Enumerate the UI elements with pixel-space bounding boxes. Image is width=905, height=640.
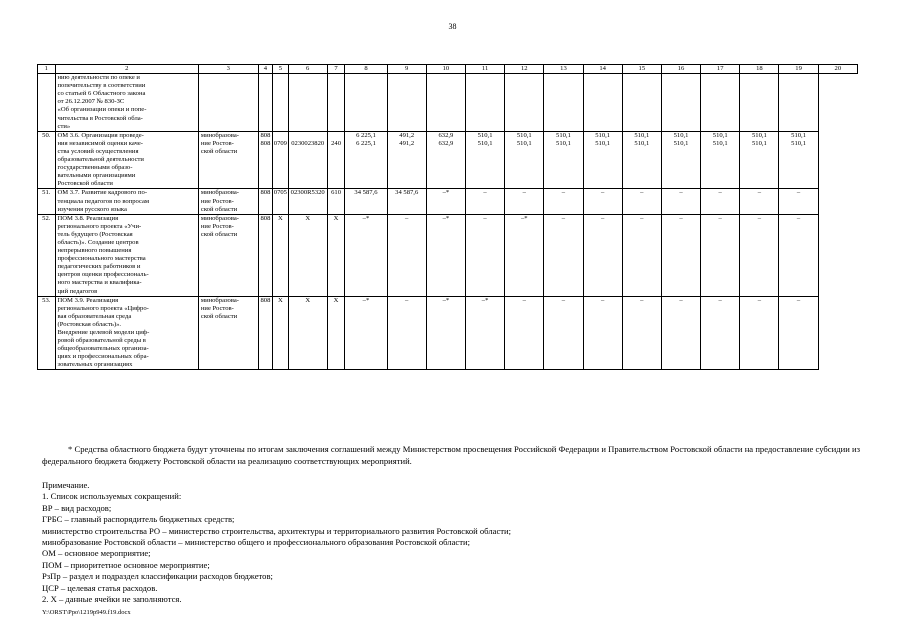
column-number: 9	[387, 65, 426, 74]
value-cell	[345, 189, 387, 214]
cell-value: –*	[481, 296, 489, 304]
value-cell	[779, 214, 818, 296]
column-number: 10	[426, 65, 465, 74]
file-path: Y:\ORST\Ppo\1219p949.f19.docx	[42, 609, 131, 616]
cell-value: 0709	[273, 139, 287, 147]
measure-name-text: ОМ 3.6. Организация проведе- ния независимой оценки каче- ства условий осуществления образовательной деятельности государственными образо- вательными организациями Ростовской области	[57, 131, 144, 188]
value-cell	[273, 214, 288, 296]
value-cell	[288, 74, 327, 132]
cell-value: 510,1	[556, 139, 571, 147]
cell-value: –	[640, 214, 644, 222]
column-number: 16	[661, 65, 700, 74]
value-cell	[740, 214, 779, 296]
cell-value: –	[718, 214, 722, 222]
cell-value: –	[796, 214, 801, 222]
cell-value: 510,1	[556, 131, 571, 139]
value-cell	[288, 296, 327, 370]
notes-section	[42, 480, 842, 605]
cell-value: 510,1	[751, 131, 767, 139]
value-cell	[465, 74, 504, 132]
row-number	[38, 131, 56, 189]
executor-text: минобразова- ние Ростов- ской области	[200, 131, 240, 155]
value-cell	[327, 214, 345, 296]
value-cell	[387, 214, 426, 296]
cell-value: 632,9	[438, 139, 454, 147]
measure-name	[55, 74, 198, 132]
cell-value: –	[757, 189, 762, 197]
cell-value: –	[522, 189, 526, 197]
executor-text: минобразова- ние Ростов- ской области	[200, 214, 240, 238]
row-number	[38, 214, 56, 296]
cell-value: –*	[362, 296, 370, 304]
value-cell	[583, 189, 622, 214]
table-row	[38, 214, 858, 296]
cell-value: 610	[331, 189, 341, 197]
measure-name	[55, 214, 198, 296]
column-number: 7	[327, 65, 345, 74]
value-cell	[273, 296, 288, 370]
measure-name-text: нию деятельности по опеке и попечительству в соответствии со статьей 6 Областного закона от 26.12.2007 № 830-ЗС «Об организации опеки и попе- чительства в Ростовской обла- сти»	[57, 74, 147, 130]
value-cell	[701, 189, 740, 214]
cell-value: –	[640, 189, 644, 197]
cell-value: 808	[260, 296, 271, 304]
value-cell	[465, 214, 504, 296]
executor	[198, 296, 258, 370]
measure-name-text: ПОМ 3.9. Реализация регионального проекта «Цифро- вая образовательная среда (Ростовская область)». Внедрение целевой модели циф- ровой образовательной среды в общеобразовательных организа- циях и профессиональных обра- зовательных организациях	[57, 296, 150, 369]
value-cell	[740, 189, 779, 214]
value-cell	[426, 189, 465, 214]
value-cell	[327, 189, 345, 214]
value-cell	[387, 296, 426, 370]
cell-value: 510,1	[595, 131, 611, 139]
executor-text: минобразова- ние Ростов- ской области	[200, 189, 240, 213]
value-cell	[779, 189, 818, 214]
note-item: ВР – вид расходов;	[42, 502, 112, 513]
cell-value: –	[796, 296, 801, 304]
cell-value: 808	[260, 189, 271, 197]
executor	[198, 74, 258, 132]
value-cell	[740, 296, 779, 370]
row-number-text: 51.	[42, 189, 51, 197]
value-cell	[505, 189, 544, 214]
value-cell	[345, 214, 387, 296]
value-cell	[345, 131, 387, 189]
cell-value: –*	[520, 214, 528, 222]
cell-value: 510,1	[712, 131, 728, 139]
note-item: министерство строительства РО – министерство строительства, архитектуры и территориального развития Ростовской области;	[42, 525, 511, 536]
cell-value: 632,9	[438, 131, 454, 139]
value-cell	[258, 74, 272, 132]
column-number: 17	[701, 65, 740, 74]
note-item: ГРБС – главный распорядитель бюджетных средств;	[42, 514, 235, 525]
measure-name	[55, 131, 198, 189]
value-cell	[779, 74, 818, 132]
value-cell	[701, 131, 740, 189]
cell-value: –*	[442, 214, 450, 222]
cell-value: 510,1	[673, 139, 689, 147]
column-number: 5	[273, 65, 288, 74]
value-cell	[273, 189, 288, 214]
row-number	[38, 296, 56, 370]
value-cell	[701, 74, 740, 132]
column-number: 13	[544, 65, 583, 74]
cell-value	[273, 132, 287, 140]
value-cell	[387, 131, 426, 189]
cell-value: –	[600, 189, 605, 197]
cell-value: –	[522, 296, 526, 304]
cell-value: 0705	[273, 189, 287, 197]
program-table	[37, 64, 858, 370]
column-number-row	[38, 65, 858, 74]
cell-value: 510,1	[595, 139, 611, 147]
cell-value: 510,1	[751, 139, 767, 147]
value-cell	[258, 296, 272, 370]
executor	[198, 214, 258, 296]
value-cell	[288, 214, 327, 296]
value-cell	[622, 131, 661, 189]
executor	[198, 189, 258, 214]
cell-value: –*	[362, 214, 370, 222]
cell-value: –	[718, 189, 722, 197]
value-cell	[583, 74, 622, 132]
value-cell	[258, 131, 272, 189]
value-cell	[740, 131, 779, 189]
table-body	[38, 65, 858, 370]
note-item: ЦСР – целевая статья расходов.	[42, 582, 158, 593]
value-cell	[258, 214, 272, 296]
page-number: 38	[448, 22, 457, 31]
cell-value: –	[640, 296, 644, 304]
row-number-text: 50.	[42, 131, 51, 139]
value-cell	[465, 131, 504, 189]
cell-value: 02300R5320	[290, 189, 325, 197]
cell-value: 808	[260, 131, 271, 139]
note-item: 2. Х – данные ячейки не заполняются.	[42, 594, 182, 605]
cell-value	[289, 132, 327, 140]
cell-value: Х	[333, 214, 339, 222]
cell-value: –	[757, 214, 762, 222]
cell-value: –	[600, 214, 605, 222]
cell-value: Х	[277, 214, 283, 222]
row-number	[38, 74, 56, 132]
cell-value: 510,1	[477, 131, 493, 139]
value-cell	[583, 131, 622, 189]
cell-value: –	[405, 296, 409, 304]
cell-value: 240	[331, 139, 341, 147]
column-number: 18	[740, 65, 779, 74]
cell-value: Х	[305, 296, 311, 304]
executor-text: минобразова- ние Ростов- ской области	[200, 296, 240, 320]
cell-value: 808	[260, 139, 271, 147]
table-row	[38, 131, 858, 189]
value-cell	[701, 296, 740, 370]
value-cell	[426, 296, 465, 370]
value-cell	[701, 214, 740, 296]
value-cell	[622, 74, 661, 132]
note-item: минобразование Ростовской области – министерство общего и профессионального образования Ростовской области;	[42, 537, 470, 548]
measure-name	[55, 296, 198, 370]
row-number-text: 52.	[42, 214, 51, 222]
cell-value: 6 225,1	[356, 139, 376, 147]
value-cell	[273, 74, 288, 132]
cell-value: –	[561, 189, 566, 197]
column-number: 19	[779, 65, 818, 74]
column-number: 11	[465, 65, 504, 74]
cell-value: –	[405, 214, 409, 222]
value-cell	[288, 131, 327, 189]
cell-value: 510,1	[791, 139, 806, 147]
cell-value: –	[718, 296, 722, 304]
table-row	[38, 74, 858, 132]
measure-name-text: ОМ 3.7. Развитие кадрового по- тенциала педагогов по вопросам изучения русского языка	[57, 189, 150, 213]
cell-value: 808	[260, 214, 271, 222]
value-cell	[583, 214, 622, 296]
cell-value: –	[600, 296, 605, 304]
cell-value: –*	[442, 189, 450, 197]
value-cell	[583, 296, 622, 370]
value-cell	[661, 296, 700, 370]
value-cell	[779, 296, 818, 370]
value-cell	[505, 131, 544, 189]
value-cell	[273, 131, 288, 189]
column-number: 15	[622, 65, 661, 74]
value-cell	[387, 189, 426, 214]
value-cell	[505, 74, 544, 132]
value-cell	[544, 131, 583, 189]
cell-value	[328, 132, 345, 140]
cell-value: –	[679, 296, 683, 304]
cell-value: Х	[333, 296, 339, 304]
value-cell	[740, 74, 779, 132]
cell-value: –*	[442, 296, 450, 304]
cell-value: 510,1	[634, 131, 650, 139]
notes-list	[42, 491, 842, 605]
column-number: 20	[818, 65, 857, 74]
column-number: 3	[198, 65, 258, 74]
value-cell	[465, 189, 504, 214]
note-item: РзПр – раздел и подраздел классификации расходов бюджетов;	[42, 571, 273, 582]
table-row	[38, 296, 858, 370]
notes-title: Примечание.	[42, 480, 90, 490]
value-cell	[622, 214, 661, 296]
column-number: 6	[288, 65, 327, 74]
cell-value: 491,2	[399, 139, 415, 147]
cell-value: –	[796, 189, 801, 197]
cell-value: 510,1	[673, 131, 689, 139]
cell-value: –	[483, 214, 487, 222]
column-number: 8	[345, 65, 387, 74]
column-number: 14	[583, 65, 622, 74]
measure-name-text: ПОМ 3.8. Реализация регионального проекта «Учи- тель будущего (Ростовская область)». Создание центров непрерывного повышения профессионального мастерства педагогических работников и центров оценки профессиональ- ного мастерства и квалифика- ций педагогов	[57, 214, 149, 295]
value-cell	[544, 74, 583, 132]
cell-value: 510,1	[634, 139, 650, 147]
value-cell	[465, 296, 504, 370]
note-item: ОМ – основное мероприятие;	[42, 548, 151, 559]
value-cell	[345, 74, 387, 132]
cell-value: –	[679, 189, 683, 197]
note-item: 1. Список используемых сокращений:	[42, 491, 182, 502]
cell-value: 6 225,1	[356, 131, 376, 139]
value-cell	[327, 74, 345, 132]
executor	[198, 131, 258, 189]
column-number: 1	[38, 65, 56, 74]
footnote-text: * Средства областного бюджета будут уточнены по итогам заключения соглашений между Министерством просвещения Российской Федерации и Правительством Ростовской области на предоставление субсидии из федерального бюджета бюджету Ростовской области на реализацию соответствующих мероприятий.	[42, 444, 860, 466]
cell-value: 510,1	[712, 139, 728, 147]
value-cell	[661, 74, 700, 132]
value-cell	[426, 131, 465, 189]
value-cell	[622, 189, 661, 214]
value-cell	[505, 296, 544, 370]
value-cell	[661, 189, 700, 214]
cell-value: –	[679, 214, 683, 222]
cell-value: Х	[277, 296, 283, 304]
cell-value: –	[757, 296, 762, 304]
column-number: 4	[258, 65, 272, 74]
row-number	[38, 189, 56, 214]
cell-value: 34 587,6	[354, 189, 378, 197]
cell-value: 34 587,6	[395, 189, 419, 197]
value-cell	[661, 214, 700, 296]
cell-value: –	[561, 214, 566, 222]
value-cell	[426, 214, 465, 296]
value-cell	[622, 296, 661, 370]
value-cell	[779, 131, 818, 189]
value-cell	[387, 74, 426, 132]
cell-value: Х	[305, 214, 311, 222]
footnote	[42, 444, 860, 467]
cell-value: 510,1	[516, 139, 532, 147]
cell-value: 510,1	[477, 139, 493, 147]
value-cell	[544, 214, 583, 296]
value-cell	[544, 189, 583, 214]
value-cell	[544, 296, 583, 370]
cell-value: 510,1	[791, 131, 806, 139]
note-item: ПОМ – приоритетное основное мероприятие;	[42, 559, 210, 570]
cell-value: –	[483, 189, 487, 197]
column-number: 12	[505, 65, 544, 74]
column-number: 2	[55, 65, 198, 74]
table-row	[38, 189, 858, 214]
value-cell	[505, 214, 544, 296]
value-cell	[327, 131, 345, 189]
row-number-text: 53.	[42, 296, 51, 304]
cell-value: 0230023820	[291, 139, 325, 147]
cell-value: 491,2	[399, 131, 415, 139]
value-cell	[258, 189, 272, 214]
measure-name	[55, 189, 198, 214]
value-cell	[345, 296, 387, 370]
cell-value: –	[561, 296, 566, 304]
value-cell	[661, 131, 700, 189]
value-cell	[288, 189, 327, 214]
cell-value: 510,1	[516, 131, 532, 139]
value-cell	[327, 296, 345, 370]
value-cell	[426, 74, 465, 132]
